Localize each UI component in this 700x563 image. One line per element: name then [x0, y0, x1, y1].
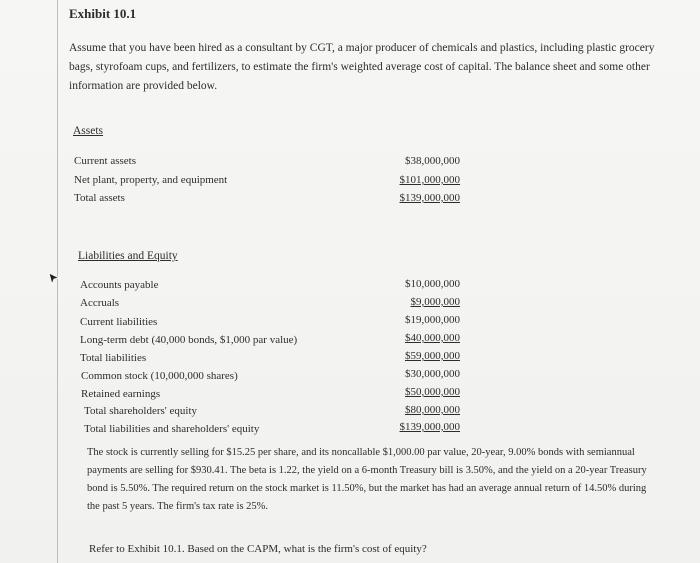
exhibit-title: Exhibit 10.1	[69, 6, 137, 21]
liability-row-value: $139,000,000	[399, 421, 460, 433]
assets-row-label: Current assets	[74, 155, 137, 167]
assets-row-value: $101,000,000	[399, 174, 460, 186]
liability-row-label: Common stock (10,000,000 shares)	[81, 370, 238, 382]
liability-row-value: $50,000,000	[405, 386, 460, 398]
liability-row-label: Total shareholders' equity	[84, 405, 198, 417]
question-text: Refer to Exhibit 10.1. Based on the CAPM, what is the firm's cost of equity?	[89, 543, 427, 555]
assets-row-value: $38,000,000	[405, 155, 460, 167]
assets-heading: Assets	[73, 125, 104, 137]
assets-row-label: Total assets	[74, 192, 125, 204]
liability-row-label: Accruals	[80, 297, 120, 309]
liability-row-label: Long-term debt (40,000 bonds, $1,000 par value)	[80, 334, 298, 346]
assets-row-value: $139,000,000	[399, 192, 460, 204]
liability-row-value: $40,000,000	[405, 332, 460, 344]
mouse-cursor-icon	[48, 272, 60, 286]
intro-paragraph: Assume that you have been hired as a consultant by CGT, a major producer of chemicals and plastics, including plastic grocery bags, styrofoam cups, and fertilizers, to estimate the firm's weighted average cost of capital. The balance sheet and some other information are provided below.	[69, 42, 655, 92]
liability-row-value: $30,000,000	[405, 368, 460, 380]
liability-row-label: Total liabilities and shareholders' equity	[84, 423, 260, 435]
liability-row-label: Total liabilities	[80, 352, 147, 364]
liability-row-value: $19,000,000	[405, 314, 460, 326]
liability-row-value: $80,000,000	[405, 404, 460, 416]
liability-row-value: $10,000,000	[405, 278, 460, 290]
liability-row-label: Accounts payable	[80, 279, 159, 291]
liabilities-heading: Liabilities and Equity	[78, 250, 178, 262]
details-paragraph: The stock is currently selling for $15.25 per share, and its noncallable $1,000.00 par value, 20-year, 9.00% bonds with semiannual payments are selling for $930.41. The beta is 1.22, the yield on a 6-month Treasury bill is 3.50%, and the yield on a 20-year Treasury bond is 5.50%. The required return on the stock market is 11.50%, but the market has had an average annual return of 14.50% during the past 5 years. The firm's tax rate is 25%.	[87, 447, 647, 512]
liability-row-value: $59,000,000	[405, 350, 460, 362]
liability-row-value: $9,000,000	[410, 296, 460, 308]
liability-row-label: Retained earnings	[81, 388, 161, 400]
liability-row-label: Current liabilities	[80, 316, 158, 328]
assets-row-label: Net plant, property, and equipment	[74, 174, 228, 186]
